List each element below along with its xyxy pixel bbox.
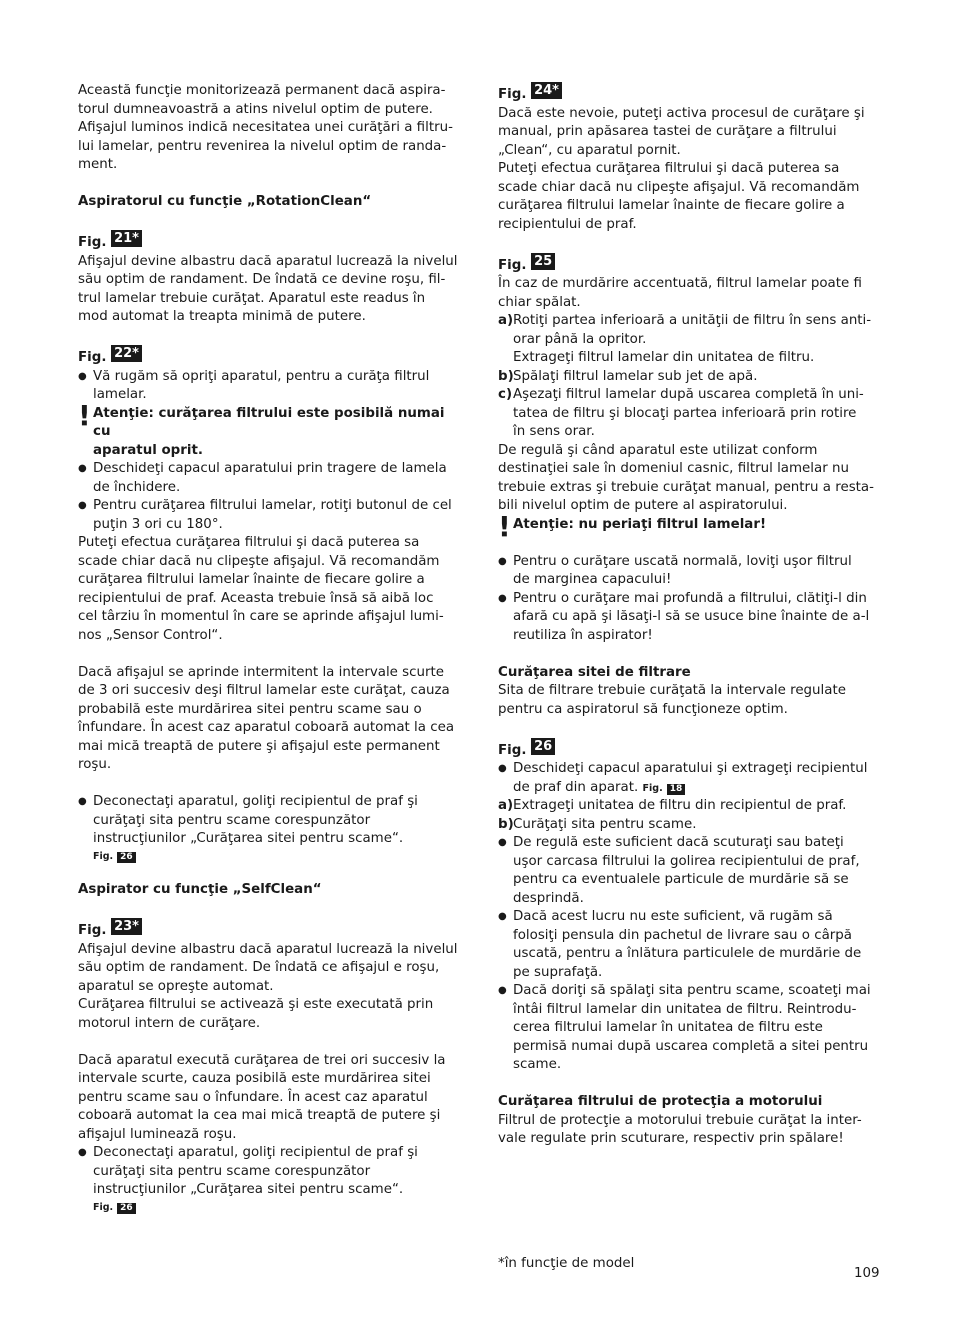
sieve-text: Sita de filtrare trebuie curăţată la intervale regulate pentru ca aspiratorul să funcţioneze optim. — [498, 683, 846, 717]
fig-26-ref-2: Fig. 26 — [78, 1202, 458, 1214]
fig-26-ref-1: Fig. 26 — [78, 851, 458, 863]
fig-24-text: Dacă este nevoie, puteţi activa procesul de curăţare şi manual, prin apăsarea tastei de curăţare a filtrului „Clean“, cu aparatul pornit. Puteţi efectua curăţarea filtrului şi dacă puterea sa scade chiar dacă nu clipeşte afişajul. Vă recomandăm curăţarea filtrului lamelar înainte de fiecare golire a recipientului de praf. — [498, 105, 865, 232]
fig-24-badge: 24* — [531, 82, 562, 99]
step-b2: b) Curăţaţi sita pentru scame. — [498, 816, 697, 832]
exclamation-icon: ! — [78, 398, 91, 432]
fig-22-list-2 — [78, 460, 458, 534]
step-c: c) Aşezaţi filtrul lamelar după uscarea completă în uni- tatea de filtru şi blocaţi partea inferioară prin rotire în sens orar. — [498, 387, 864, 439]
fig-25-text: În caz de murdărire accentuată, filtrul lamelar poate fi chiar spălat. — [498, 276, 862, 310]
list-item: ● Dacă acest lucru nu este suficient, vă rugăm să folosiţi pensula din pachetul de livrare sau o cârpă uscată, pentru a înlătura particulele de murdărie de pe suprafaţă. — [498, 908, 878, 982]
motor-filter-heading: Curăţarea filtrului de protecţia a motorului — [498, 1094, 823, 1109]
fig-18-ref: Fig. 18 — [643, 783, 686, 794]
list-item: ● Pentru o curăţare mai profundă a filtrului, clătiţi-l din afară cu apă şi lăsaţi-l să se usuce bine înainte de a-l reutiliza în aspirator! — [498, 590, 878, 646]
fig-25-label: Fig. 25 — [498, 257, 878, 276]
warning-off-note: ! Atenţie: curăţarea filtrului este posibilă numai cu aparatul oprit. — [78, 398, 445, 458]
fig-26-label: Fig. 26 — [498, 742, 878, 761]
page-number: 109 — [854, 1266, 880, 1281]
exclamation-icon: ! — [498, 509, 511, 543]
three-times-paragraph: Dacă aparatul execută curăţarea de trei ori succesiv la intervale scurte, cauza posibilă este murdărirea sitei pentru scame sau o înfundare. În acest caz aparatul coboară automat la cea mai mică treaptă de putere şi afişajul luminează roşu. — [78, 1052, 446, 1142]
disconnect-list-2 — [78, 1144, 458, 1200]
list-item: ● Deschideţi capacul aparatului şi extrageţi recipientul de praf din aparat. Fig. 18 — [498, 760, 878, 797]
fig-25-badge: 25 — [531, 253, 555, 270]
right-column — [498, 82, 878, 1149]
selfclean-heading: Aspirator cu funcţie „SelfClean“ — [78, 882, 322, 897]
open-lid-list — [498, 760, 878, 797]
list-item: ● Pentru o curăţare uscată normală, loviţi uşor filtrul de marginea capacului! — [498, 553, 878, 590]
fig-22-paragraph: Puteţi efectua curăţarea filtrului şi dacă puterea sa scade chiar dacă nu clipeşte afişajul. Vă recomandăm curăţarea filtrului lamelar înainte de fiecare golire a recipientului de praf. Aceasta trebuie însă să aibă loc cel târziu în momentul în care se aprinde afişajul lumi- nos „Sensor Control“. — [78, 535, 444, 643]
step-b: b) Spălaţi filtrul lamelar sub jet de apă. — [498, 368, 758, 384]
step-a2: a) Extrageţi unitatea de filtru din recipientul de praf. — [498, 798, 847, 813]
fig-22-badge: 22* — [111, 345, 142, 362]
fig-22-label: Fig. 22* — [78, 349, 458, 368]
household-paragraph: De regulă şi când aparatul este utilizat conform destinaţiei sale în domeniul casnic, filtrul lamelar nu trebuie extras şi trebuie curăţat manual, pentru a resta- bili nivelul optim de putere al aspiratorului. — [498, 442, 874, 513]
left-column — [78, 82, 458, 1214]
list-item: ● Dacă doriţi să spălaţi sita pentru scame, scoateţi mai întâi filtrul lamelar din unitatea de filtru. Reintrodu- cerea filtrului lamelar în unitatea de filtru este permisă numai după uscarea completă a sitei pentru scame. — [498, 982, 878, 1075]
fig-21-text: Afişajul devine albastru dacă aparatul lucrează la nivelul său optim de randament. De îndată ce devine roşu, fil- trul lamelar trebuie curăţat. Aparatul este readus în mod automat la treapta minimă de putere. — [78, 253, 458, 324]
intro-paragraph: Această funcţie monitorizează permanent dacă aspira- torul dumneavoastră a atins nivelul optim de putere. Afişajul luminos indică necesitatea unei curăţări a filtru- lui lamelar, pentru revenirea la nivelul optim de randa- ment. — [78, 83, 453, 172]
rotationclean-heading: Aspiratorul cu funcţie „RotationClean“ — [78, 194, 372, 209]
motor-filter-text: Filtrul de protecţie a motorului trebuie curăţat la inter- vale regulate prin scuturare, respectiv prin spălare! — [498, 1112, 862, 1146]
footnote: *în funcţie de model — [498, 1256, 635, 1271]
blink-paragraph: Dacă afişajul se aprinde intermitent la intervale scurte de 3 ori succesiv deşi filtrul lamelar este curăţat, cauza probabilă este murdărirea sitei pentru scame sau o înfundare. În acest caz aparatul coboară automat la cea mai mică treaptă de putere şi afişajul este permanent roşu. — [78, 664, 455, 772]
fig-23-label: Fig. 23* — [78, 922, 458, 941]
list-item: ● Pentru curăţarea filtrului lamelar, rotiţi butonul de cel puţin 3 ori cu 180°. — [78, 497, 458, 534]
fig-23-badge: 23* — [111, 918, 142, 935]
fig-22-list — [78, 368, 458, 405]
fig-21-label: Fig. 21* — [78, 234, 458, 253]
sieve-heading: Curăţarea sitei de filtrare — [498, 664, 691, 680]
disconnect-list-1 — [78, 793, 458, 849]
cleaning-tips-list — [498, 553, 878, 646]
sieve-tips-list — [498, 834, 878, 1075]
list-item: ● Deconectaţi aparatul, goliţi recipientul de praf şi curăţaţi sita pentru scame corespunzător instrucţiunilor „Curăţarea sitei pentru scame“. — [78, 1144, 458, 1200]
fig-26-badge: 26 — [531, 738, 555, 755]
step-a: a) Rotiţi partea inferioară a unităţii de filtru în sens anti- orar până la opritor. Extrageţi filtrul lamelar din unitatea de filtru. — [498, 313, 872, 365]
list-item: ● De regulă este suficient dacă scuturaţi sau bateţi uşor carcasa filtrului la golirea recipientului de praf, pentru ca eventualele particule de murdărie să se desprindă. — [498, 834, 878, 908]
list-item: ● Deconectaţi aparatul, goliţi recipientul de praf şi curăţaţi sita pentru scame corespunzător instrucţiunilor „Curăţarea sitei pentru scame“. — [78, 793, 458, 849]
list-item: ● Vă rugăm să opriţi aparatul, pentru a curăţa filtrul lamelar. — [78, 368, 458, 405]
fig-21-badge: 21* — [111, 230, 142, 247]
fig-23-text: Afişajul devine albastru dacă aparatul lucrează la nivelul său optim de randament. De îndată ce afişajul e roşu, aparatul se opreşte automat. Curăţarea filtrului se activează şi este executată prin motorul intern de curăţare. — [78, 941, 458, 1031]
list-item: ● Deschideţi capacul aparatului prin tragere de lamela de închidere. — [78, 460, 458, 497]
warning-no-brush: ! Atenţie: nu periaţi filtrul lamelar! — [498, 509, 767, 543]
fig-24-label: Fig. 24* — [498, 86, 878, 105]
